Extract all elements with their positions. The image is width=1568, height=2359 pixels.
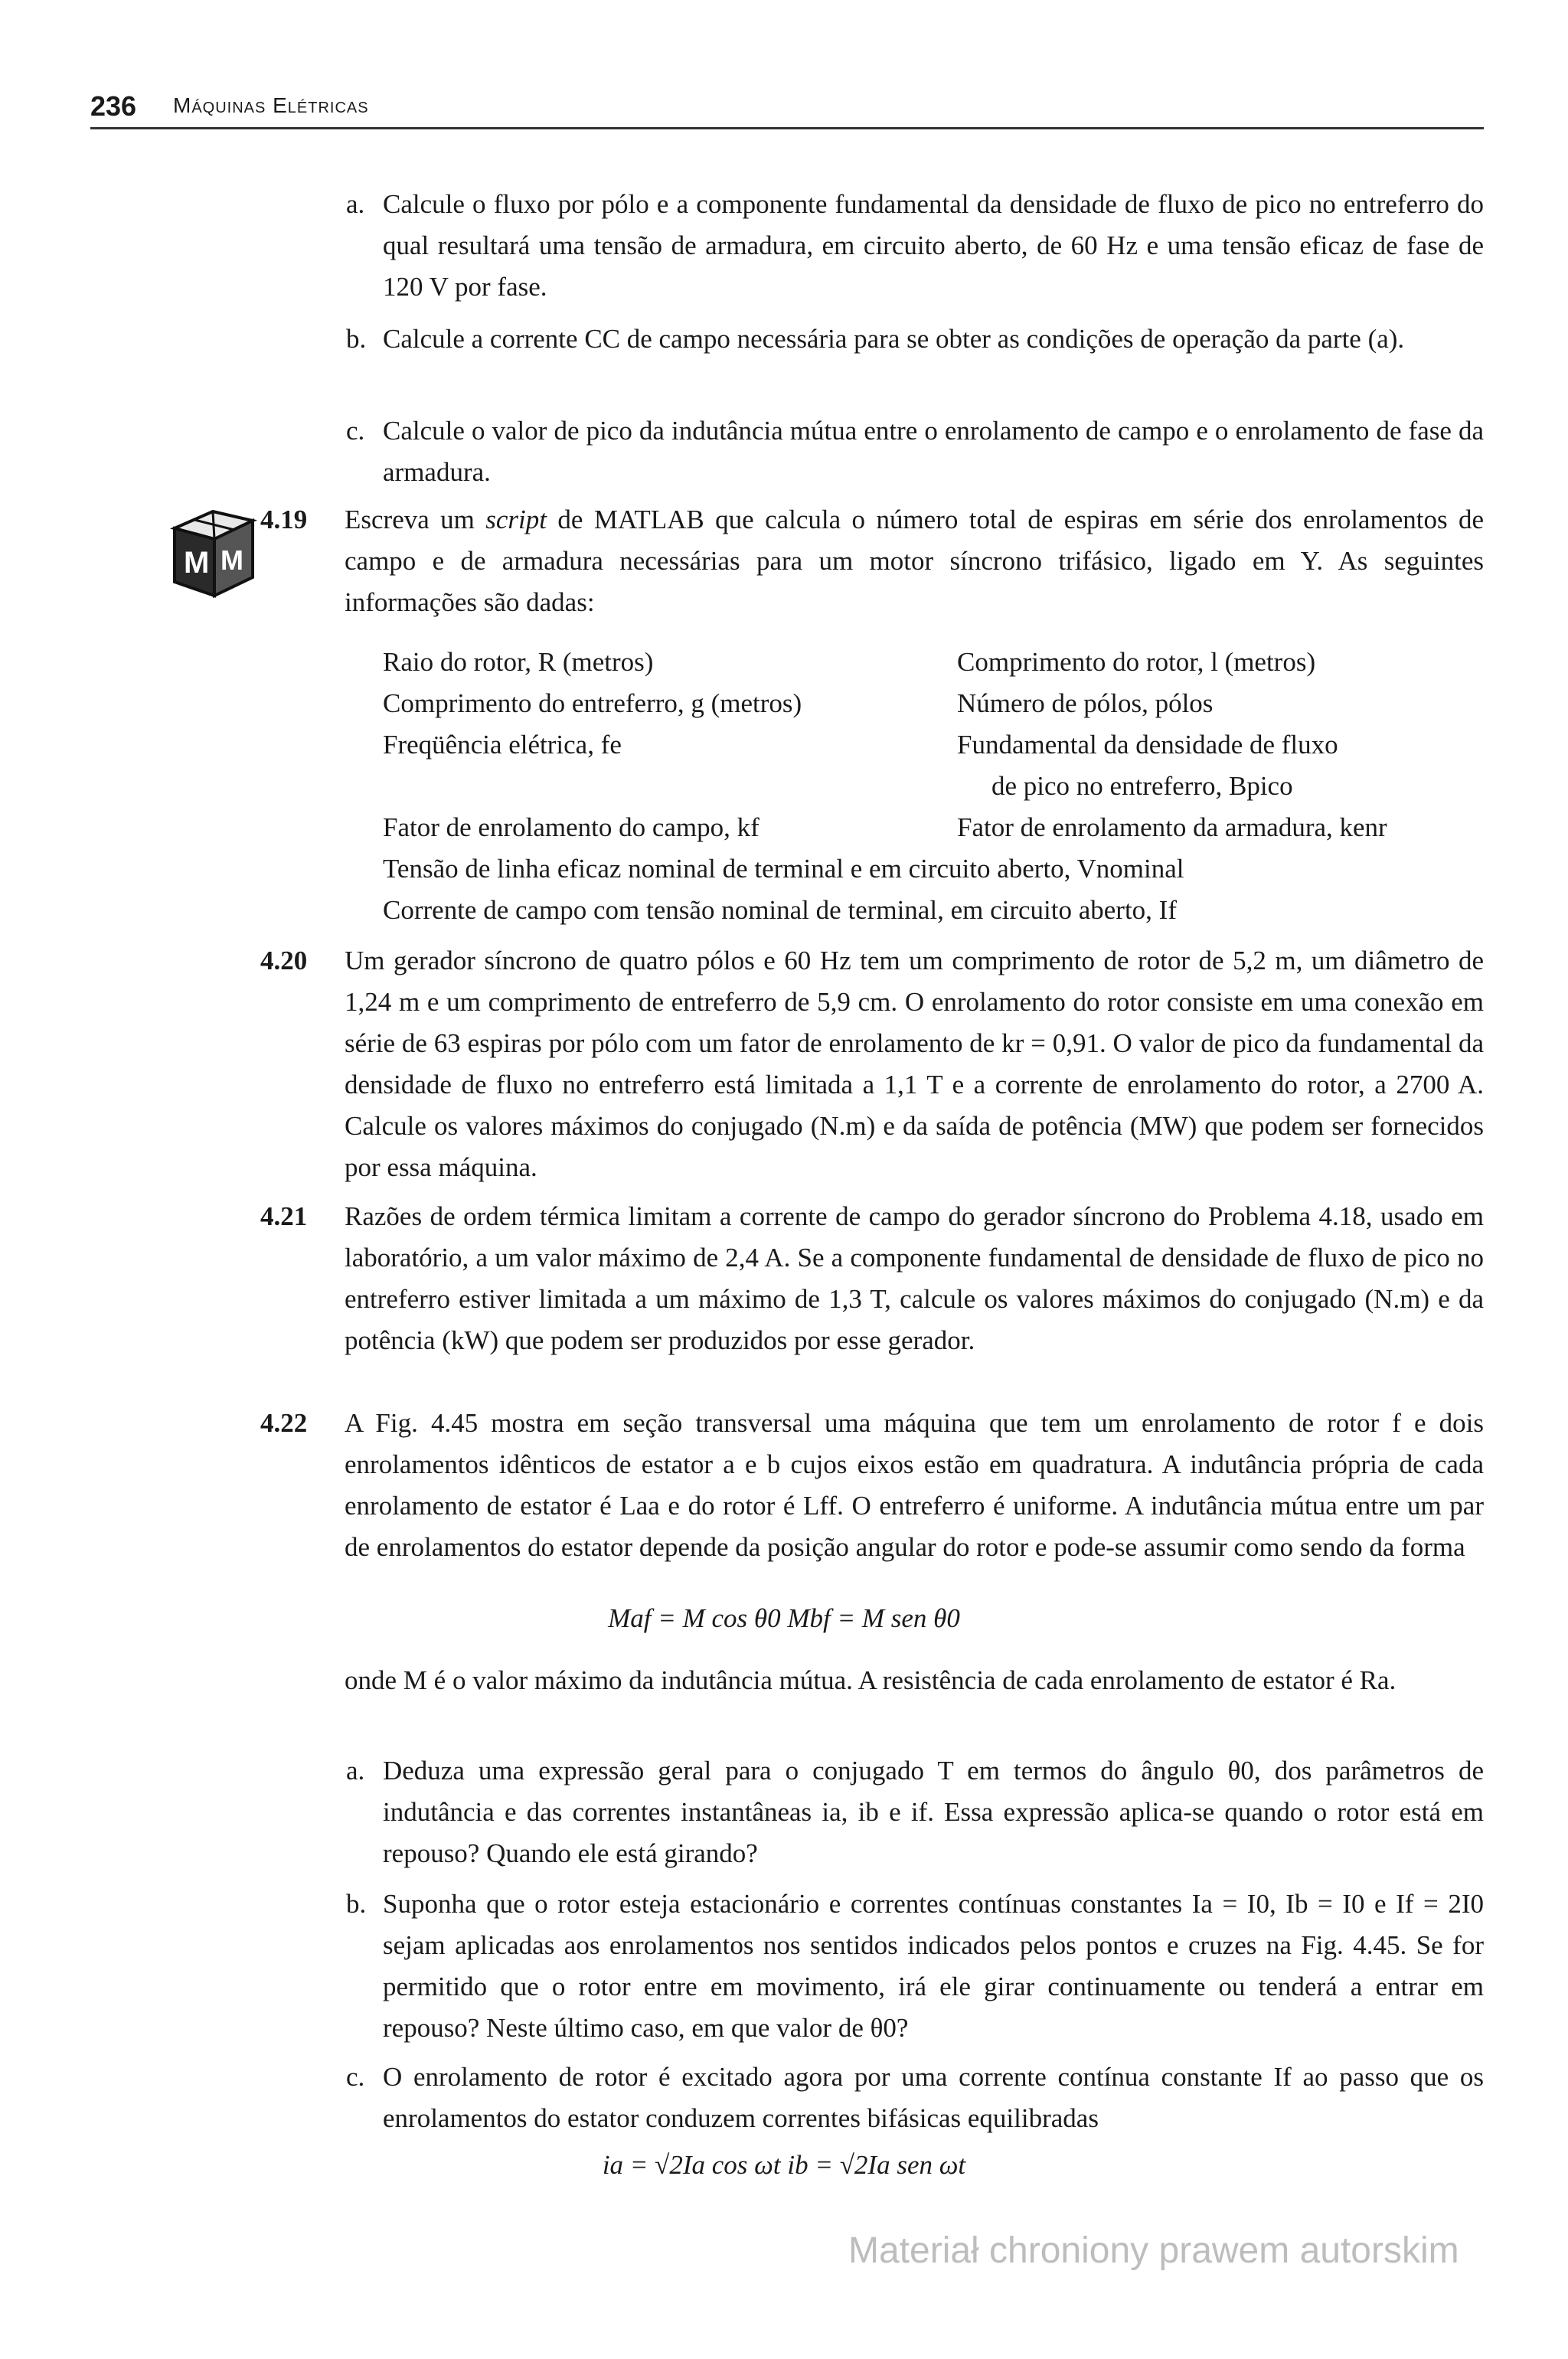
item-label: b. [346, 324, 367, 354]
problem-4-21 [260, 1196, 1484, 1361]
problem-4-19-data-list [383, 642, 1485, 931]
problem-4-20 [260, 940, 1484, 1188]
problem-4-18-item-b [346, 319, 1484, 360]
svg-text:M: M [184, 546, 210, 580]
list-row: Comprimento do entreferro, g (metros) Número de pólos, pólos [383, 688, 1214, 718]
item-label: a. [346, 189, 365, 219]
problem-4-22-item-b [346, 1884, 1484, 2049]
problem-4-19 [260, 499, 1484, 623]
item-text: Deduza uma expressão geral para o conjugado T em termos do ângulo θ0, dos parâmetros de indutância e das correntes instantâneas ia, ib e if. Essa expressão aplica-se quando o rotor está em repouso? Quando ele está girando? [383, 1756, 1484, 1868]
problem-text: A Fig. 4.45 mostra em seção transversal uma máquina que tem um enrolamento de rotor f e dois enrolamentos idênticos de estator a e b cujos eixos estão em quadratura. A indutância própria de cada enrolamento de estator é Laa e do rotor é Lff. O entreferro é uniforme. A indutância mútua entre um par de enrolamentos do estator depende da posição angular do rotor e pode-se assumir como sendo da forma [345, 1408, 1484, 1562]
problem-number: 4.21 [260, 1201, 308, 1231]
problem-number: 4.20 [260, 946, 308, 975]
problem-text: Escreva um script de MATLAB que calcula o número total de espiras em série dos enrolamentos de campo e de armadura necessárias para um motor síncrono trifásico, ligado em Y. As seguintes informações são dadas: [345, 505, 1485, 617]
matlab-cube-icon [167, 498, 257, 599]
item-label: c. [346, 416, 365, 446]
problem-4-22-item-a [346, 1750, 1484, 1874]
list-row: Raio do rotor, R (metros) Comprimento do rotor, l (metros) [383, 647, 1316, 677]
problem-number: 4.22 [260, 1408, 308, 1438]
copyright-watermark: Materiał chroniony prawem autorskim [848, 2230, 1459, 2271]
item-text: Suponha que o rotor esteja estacionário e correntes contínuas constantes Ia = I0, Ib = I0 e If = 2I0 sejam aplicadas aos enrolamentos nos sentidos indicados pelos pontos e cruzes na Fig. 4.45. Se for permitido que o rotor entre em movimento, irá ele girar continuamente ou tenderá a entrar em repouso? Neste último caso, em que valor de θ0? [383, 1889, 1484, 2043]
svg-text:M: M [220, 544, 243, 576]
problem-4-18-item-c [346, 410, 1484, 493]
item-text: Calcule o valor de pico da indutância mútua entre o enrolamento de campo e o enrolamento de fase da armadura. [383, 416, 1484, 487]
list-row: de pico no entreferro, Bpico [991, 771, 1293, 801]
page-number: 236 [90, 90, 137, 122]
problem-text: Razões de ordem térmica limitam a corrente de campo do gerador síncrono do Problema 4.18, usado em laboratório, a um valor máximo de 2,4 A. Se a componente fundamental de densidade de fluxo de pico no entreferro estiver limitada a um máximo de 1,3 T, calcule os valores máximos do conjugado (N.m) e da potência (kW) que podem ser produzidos por esse gerador. [345, 1201, 1484, 1355]
problem-4-22-where-text: onde M é o valor máximo da indutância mútua. A resistência de cada enrolamento de estator é Ra. [345, 1665, 1396, 1695]
equation-stator-currents: ia = √2Ia cos ωt ib = √2Ia sen ωt [602, 2150, 966, 2180]
problem-4-18-item-a [346, 184, 1484, 308]
page-header [90, 90, 1484, 129]
list-row: Fator de enrolamento do campo, kf Fator de enrolamento da armadura, kenr [383, 812, 1387, 842]
list-row: Freqüência elétrica, fe Fundamental da densidade de fluxo [383, 730, 1338, 760]
item-label: b. [346, 1889, 367, 1919]
item-label: c. [346, 2062, 365, 2092]
item-text: O enrolamento de rotor é excitado agora por uma corrente contínua constante If ao passo que os enrolamentos do estator conduzem correntes bifásicas equilibradas [383, 2062, 1484, 2133]
equation-mutual-inductance: Maf = M cos θ0 Mbf = M sen θ0 [608, 1603, 960, 1633]
item-text: Calcule o fluxo por pólo e a componente fundamental da densidade de fluxo de pico no entreferro do qual resultará uma tensão de armadura, em circuito aberto, de 60 Hz e uma tensão eficaz de fase de 120 V por fase. [383, 189, 1484, 302]
item-label: a. [346, 1756, 365, 1786]
header-rule [90, 127, 1484, 129]
item-text: Calcule a corrente CC de campo necessária para se obter as condições de operação da parte (a). [383, 324, 1405, 354]
problem-number: 4.19 [260, 505, 308, 534]
problem-4-22 [260, 1403, 1484, 1568]
list-row: Corrente de campo com tensão nominal de terminal, em circuito aberto, If [383, 895, 1177, 925]
list-row: Tensão de linha eficaz nominal de terminal e em circuito aberto, Vnominal [383, 854, 1184, 884]
running-title: Máquinas Elétricas [173, 93, 369, 117]
problem-text: Um gerador síncrono de quatro pólos e 60 Hz tem um comprimento de rotor de 5,2 m, um diâmetro de 1,24 m e um comprimento de entreferro de 5,9 cm. O enrolamento do rotor consiste em uma conexão em série de 63 espiras por pólo com um fator de enrolamento de kr = 0,91. O valor de pico da fundamental da densidade de fluxo no entreferro está limitada a 1,1 T e a corrente de enrolamento do rotor, a 2700 A. Calcule os valores máximos do conjugado (N.m) e da saída de potência (MW) que podem ser fornecidos por essa máquina. [345, 946, 1484, 1182]
problem-4-22-item-c [346, 2057, 1484, 2139]
